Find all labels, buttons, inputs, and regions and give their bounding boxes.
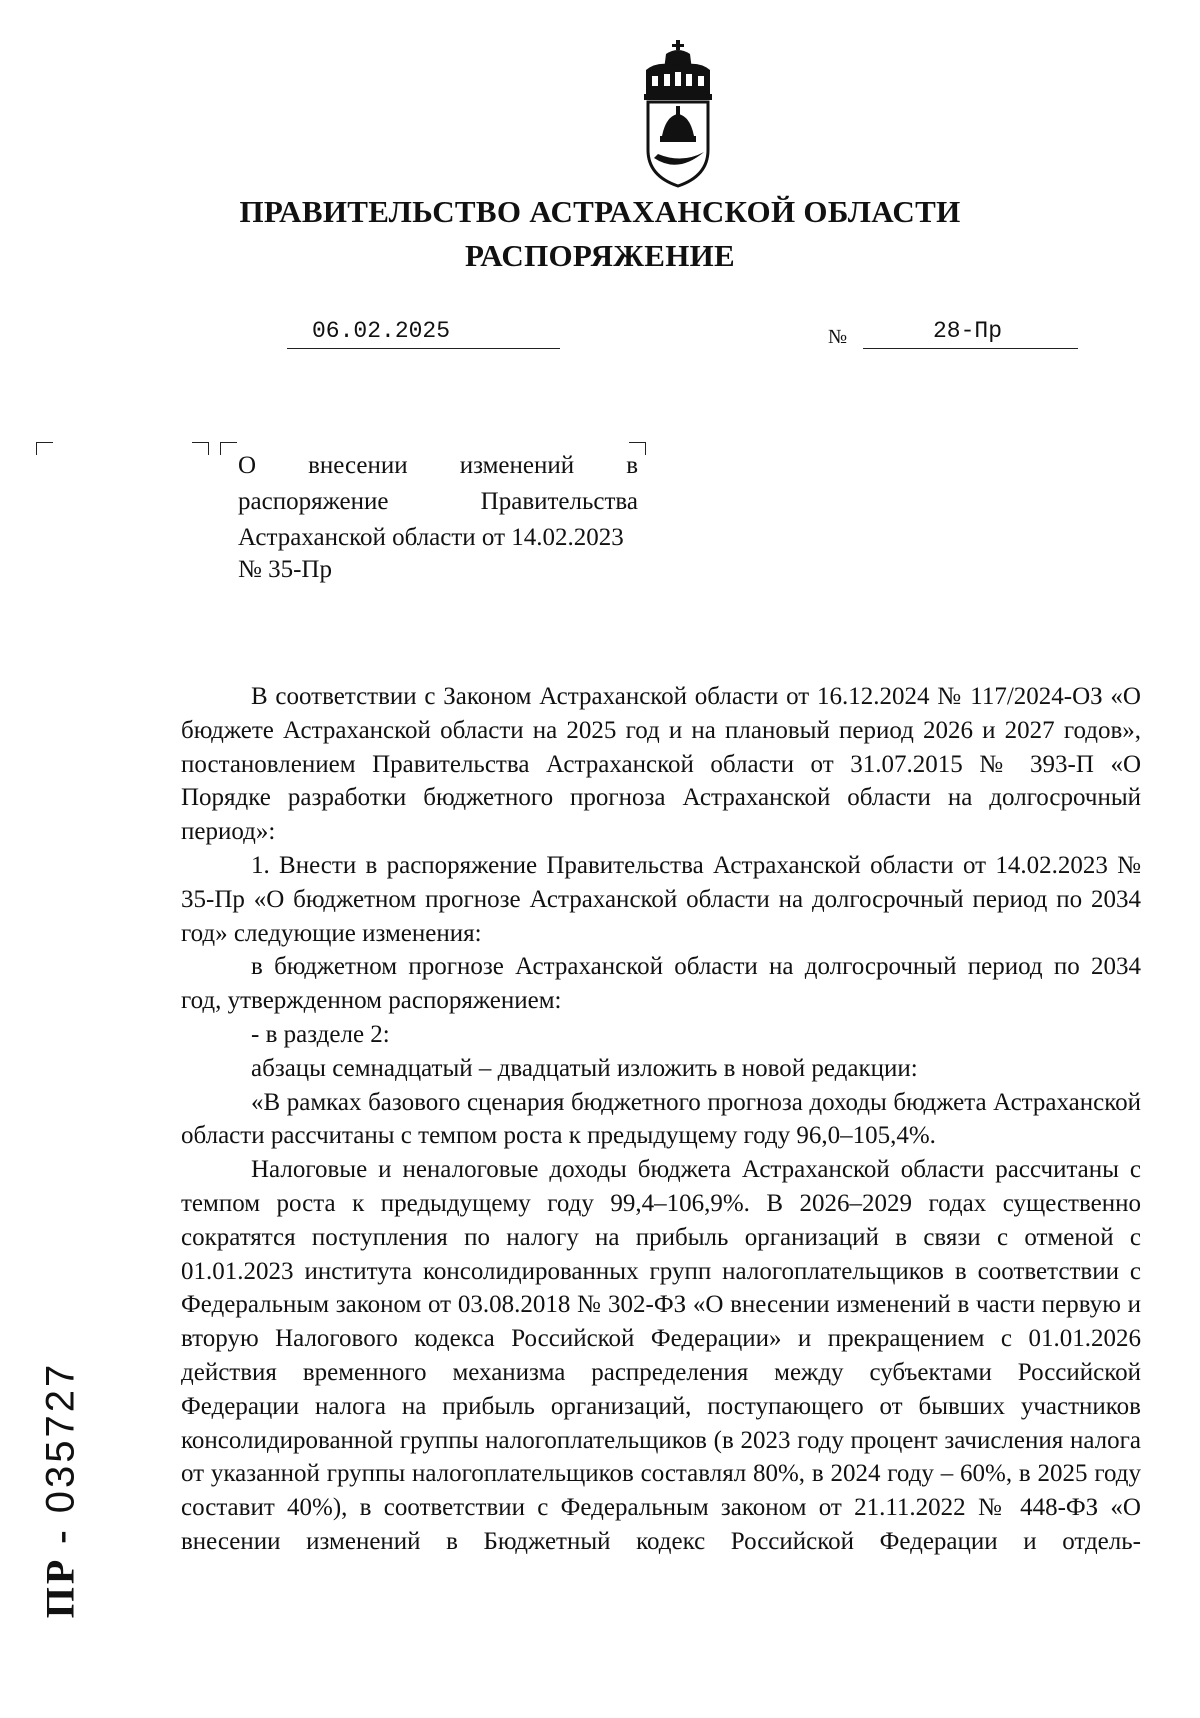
number-label: № bbox=[828, 326, 848, 348]
subject-text-last-line: № 35-Пр bbox=[238, 556, 332, 583]
corner-mark-subject-2 bbox=[220, 442, 237, 455]
organization-title: ПРАВИТЕЛЬСТВО АСТРАХАНСКОЙ ОБЛАСТИ bbox=[239, 194, 961, 229]
number-field bbox=[863, 318, 1078, 349]
side-serial-stamp bbox=[30, 1361, 90, 1619]
number-value: 28-Пр bbox=[933, 318, 1003, 344]
body-paragraph: В соответствии с Законом Астраханской области от 16.12.2024 № 117/2024-ОЗ «О бюджете Астраханской области на 2025 год и на плановый период 2026 и 2027 годов», постановлением Правительства Астраханской области от 31.07.2015 № 393-П «О Порядке разработки бюджетного прогноза Астраханской области на долгосрочный период»: bbox=[181, 683, 1141, 846]
body-paragraph: «В рамках базового сценария бюджетного прогноза доходы бюджета Астраханской области рассчитаны с темпом роста к предыдущему году 96,0–105,4%. bbox=[181, 1088, 1141, 1150]
document-body bbox=[181, 680, 1141, 1559]
body-paragraph: 1. Внести в распоряжение Правительства Астраханской области от 14.02.2023 № 35-Пр «О бюджетном прогнозе Астраханской области на долгосрочный период по 2034 год» следующие изменения: bbox=[181, 851, 1141, 947]
date-value: 06.02.2025 bbox=[312, 318, 451, 344]
side-stamp-prefix: ПР - bbox=[37, 1527, 83, 1619]
document-type-title: РАСПОРЯЖЕНИЕ bbox=[464, 238, 736, 273]
body-paragraph: - в разделе 2: bbox=[251, 1020, 390, 1048]
subject-text: О внесении изменений в распоряжение Правительства Астраханской области от 14.02.2023 bbox=[238, 452, 638, 551]
date-field bbox=[287, 318, 560, 349]
corner-mark-left bbox=[36, 442, 53, 455]
body-paragraph: Налоговые и неналоговые доходы бюджета Астраханской области рассчитаны с темпом роста к предыдущему году 99,4–106,9%. В 2026–2029 годах существенно сократятся поступления по налогу на прибыль организаций в связи с отменой с 01.01.2023 института консолидированных групп налогоплательщиков в соответствии с Федеральным законом от 03.08.2018 № 302-ФЗ «О внесении изменений в части первую и вторую Налогового кодекса Российской Федерации» и прекращением с 01.01.2026 действия временного механизма распределения между субъектами Российской Федерации налога на прибыль организаций, поступающего от бывших участников консолидированной группы налогоплательщиков (в 2023 году процент зачисления налога от указанной группы налогоплательщиков составлял 80%, в 2024 году – 60%, в 2025 году составит 40%), в соответствии с Федеральным законом от 21.11.2022 № 448-ФЗ «О внесении изменений в Бюджетный кодекс Российской Федерации и отдель- bbox=[181, 1156, 1141, 1555]
body-paragraph: в бюджетном прогнозе Астраханской области на долгосрочный период по 2034 год, утвержденном распоряжением: bbox=[181, 953, 1141, 1015]
side-stamp-serial: 035727 bbox=[38, 1361, 83, 1514]
body-paragraph: абзацы семнадцатый – двадцатый изложить в новой редакции: bbox=[251, 1054, 918, 1082]
corner-mark-subject-1 bbox=[192, 442, 209, 455]
coat-of-arms-astrakhan-icon bbox=[638, 40, 718, 190]
